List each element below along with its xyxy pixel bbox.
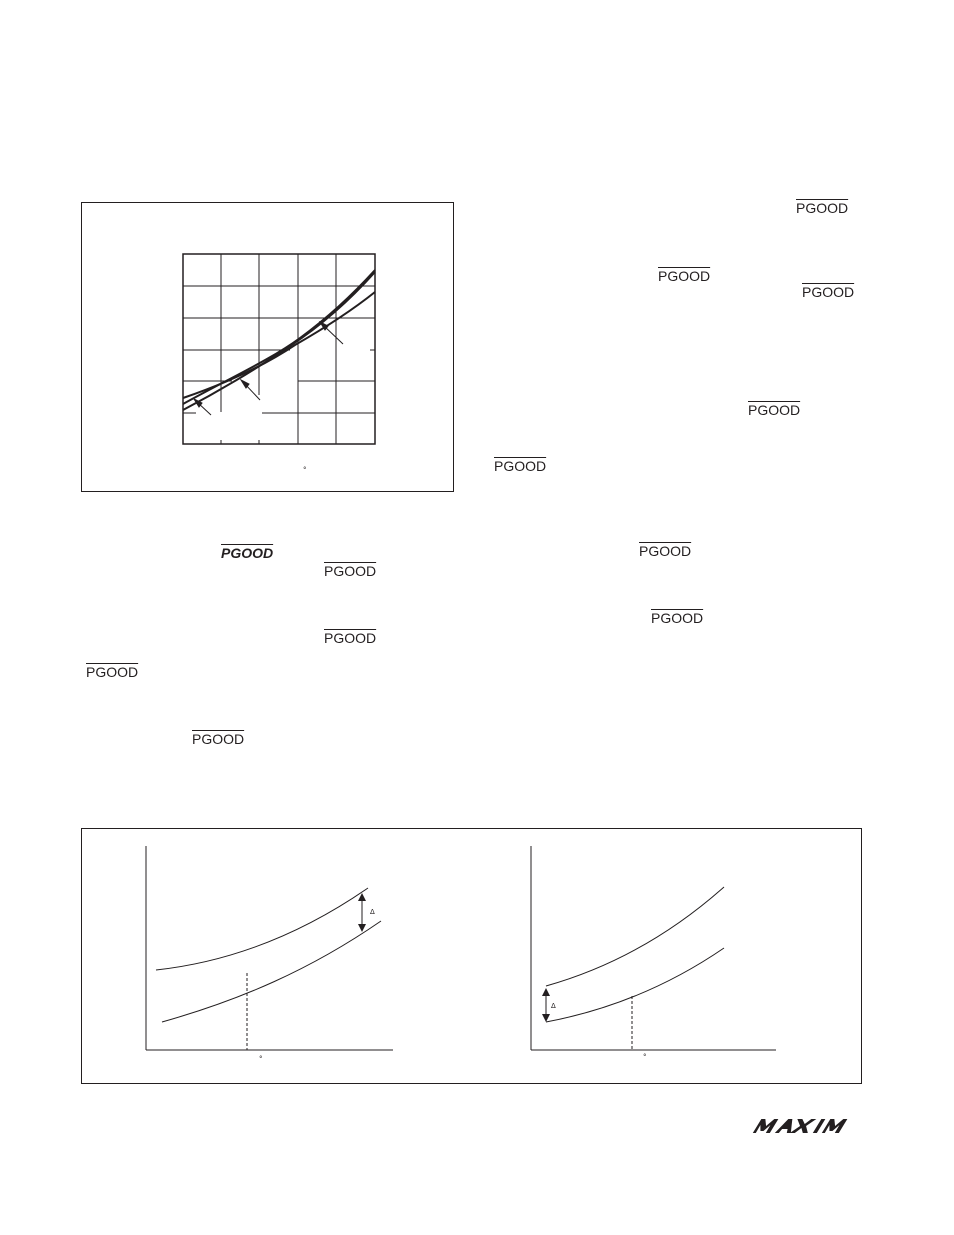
pgood-signal-right-4: PGOOD [748,402,801,418]
degree-symbol-right: ° [643,1053,647,1061]
pgood-signal-right-2: PGOOD [658,268,711,284]
pgood-signal-left-1: PGOOD [324,563,377,579]
pgood-signal-right-7: PGOOD [651,610,704,626]
pgood-signal-right-6: PGOOD [639,543,692,559]
fig1-degree-symbol: ° [303,466,307,474]
pgood-signal-right-3: PGOOD [802,284,855,300]
pgood-signal-right-5: PGOOD [494,458,547,474]
degree-symbol-left: ° [259,1055,263,1063]
delta-symbol-left: Δ [370,908,375,916]
pgood-signal-left-2: PGOOD [324,630,377,646]
pgood-heading: PGOOD [221,545,274,561]
figure-2-box [81,828,862,1084]
delta-symbol-right: Δ [551,1002,556,1010]
maxim-logo [750,1117,860,1137]
pgood-signal-left-3: PGOOD [86,664,139,680]
figure-1-box [81,202,454,492]
pgood-signal-right-1: PGOOD [796,200,849,216]
pgood-signal-left-4: PGOOD [192,731,245,747]
